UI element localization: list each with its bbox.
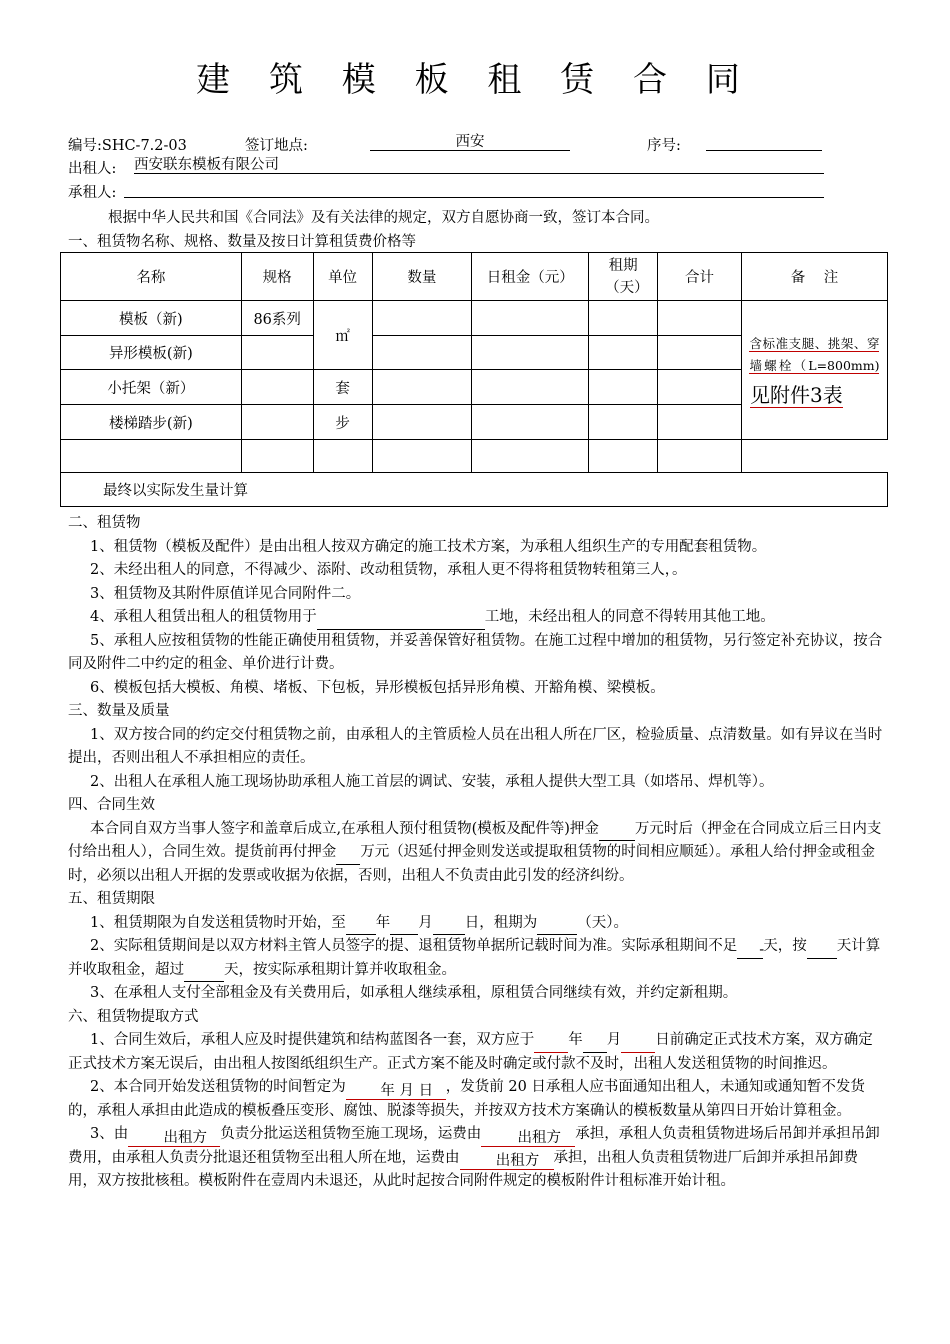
header-period: 租期（天）	[589, 253, 658, 301]
min-days-field[interactable]: -	[737, 942, 763, 959]
end-day-field[interactable]	[433, 918, 465, 935]
clause-4: 本合同自双方当事人签字和盖章后成立,在承租人预付租赁物(模板及配件等)押金 万元时后（押金在合同成立后三日内支付给出租人），合同生效。提货前再付押金 万元（迟延付押金则发送或提取租赁物的时间相应顺延）。承租人给付押金或租金时，必须以出租人开据的发票或收据为依据，否则，出租人不负责由此引发的经济纠纷。	[68, 820, 882, 884]
section-1-title: 一、租赁物名称、规格、数量及按日计算租赁费价格等	[68, 234, 416, 250]
table-row	[61, 301, 888, 336]
header-total: 合计	[658, 253, 742, 301]
period-cell[interactable]	[589, 405, 658, 440]
unit-step: 步	[313, 405, 372, 440]
plan-year-field[interactable]	[534, 1036, 568, 1053]
lessor-value: 西安联东模板有限公司	[134, 157, 824, 174]
section-2-title: 二、租赁物	[68, 515, 141, 531]
total-cell[interactable]	[658, 301, 742, 336]
row-name: 异形模板(新)	[61, 336, 242, 370]
clause-2-3: 3、租赁物及其附件原值详见合同附件二。	[90, 585, 361, 602]
daily-rent-cell[interactable]	[472, 440, 589, 473]
transport-party-field[interactable]: 出租方	[128, 1130, 220, 1147]
unit-set: 套	[313, 370, 372, 405]
clause-2-2: 2、未经出租人的同意，不得减少、添附、改动租赁物，承租人更不得将租赁物转租第三人，。	[90, 562, 687, 578]
clause-2-1: 1、租赁物（模板及配件）是由出租人按双方确定的施工技术方案，为承租人组织生产的专用配套租赁物。	[90, 538, 767, 555]
quantity-cell[interactable]	[372, 301, 472, 336]
quantity-cell[interactable]	[372, 440, 472, 473]
section-3-title: 三、数量及质量	[68, 703, 170, 719]
clause-2-4: 4、承租人租赁出租人的租赁物用于 工地，未经出租人的同意不得转用其他工地。	[68, 606, 884, 630]
remarks-note: 含标准支腿、挑架、穿墙螺栓（L=800mm)	[749, 335, 880, 373]
row-spec	[241, 405, 313, 440]
plan-month-field[interactable]	[583, 1036, 607, 1053]
period-cell[interactable]	[589, 440, 658, 473]
header-daily-rent: 日租金（元）	[472, 253, 589, 301]
row-spec[interactable]	[241, 440, 313, 473]
delivery-date-field[interactable]: 年 月 日	[346, 1083, 446, 1100]
serial-label: 序号:	[647, 138, 681, 154]
deposit-field[interactable]	[599, 824, 635, 841]
clause-3-1: 1、双方按合同的约定交付租赁物之前，由承租人的主管质检人员在出租人所在厂区，检验质量、点清数量。如有异议在当时提出，否则出租人不承担相应的责任。	[68, 726, 883, 766]
clause-3-2: 2、出租人在承租人施工现场协助承租人施工首层的调试、安装，承租人提供大型工具（如塔吊、焊机等）。	[90, 773, 774, 790]
daily-rent-cell[interactable]	[472, 336, 589, 370]
table-footer: 最终以实际发生量计算	[61, 473, 888, 507]
total-cell[interactable]	[658, 336, 742, 370]
row-spec	[241, 336, 313, 370]
section-4-title: 四、合同生效	[68, 797, 155, 813]
clause-2-6: 6、模板包括大模板、角模、堵板、下包板，异形模板包括异形角模、开豁角模、梁模板。	[90, 679, 665, 696]
row-name[interactable]	[61, 440, 242, 473]
clause-6-1: 1、合同生效后，承租人应及时提供建筑和结构蓝图各一套，双方应于 年 月 日前确定正式技术方案，双方确定正式技术方案无误后，由出租人按图纸组织生产。正式方案不能及时确定或付款不及时，出租人发送租赁物的时间推迟。	[68, 1032, 873, 1072]
serial-field[interactable]	[706, 134, 822, 151]
total-cell[interactable]	[658, 370, 742, 405]
row-spec	[241, 370, 313, 405]
prepay-deposit-field[interactable]	[336, 848, 360, 865]
end-year-field[interactable]	[346, 918, 376, 935]
place-label: 签订地点:	[245, 138, 308, 154]
table-footer-row	[61, 473, 888, 507]
row-name: 小托架（新）	[61, 370, 242, 405]
charge-days-field[interactable]	[807, 942, 837, 959]
quantity-cell[interactable]	[372, 405, 472, 440]
document-title: 建 筑 模 板 租 赁 合 同	[196, 60, 754, 100]
period-cell[interactable]	[589, 301, 658, 336]
clause-5-2: 2、实际租赁期间是以双方材料主管人员签字的提、退租赁物单据所记载时间为准。实际承租期间不足 -天，按 天计算并收取租金，超过 天，按实际承租期计算并收取租金。	[68, 935, 884, 982]
remarks-cell	[741, 301, 887, 440]
row-name: 楼梯踏步(新)	[61, 405, 242, 440]
place-value: 西安	[370, 134, 570, 151]
place-field[interactable]	[370, 134, 570, 151]
rental-table	[60, 252, 888, 507]
row-name: 模板（新)	[61, 301, 242, 336]
daily-rent-cell[interactable]	[472, 301, 589, 336]
code-label: 编号:SHC-7.2-03	[68, 138, 187, 154]
daily-rent-cell[interactable]	[472, 370, 589, 405]
remarks-attachment: 见附件3表	[749, 382, 843, 407]
period-cell[interactable]	[589, 370, 658, 405]
freight-party-field[interactable]: 出租方	[481, 1130, 575, 1147]
lessor-label: 出租人:	[68, 161, 117, 177]
quantity-cell[interactable]	[372, 370, 472, 405]
lessee-field[interactable]	[124, 181, 824, 198]
intro-text: 根据中华人民共和国《合同法》及有关法律的规定，双方自愿协商一致，签订本合同。	[108, 210, 659, 226]
lessor-field[interactable]	[134, 157, 824, 174]
site-field[interactable]	[317, 613, 485, 630]
total-cell[interactable]	[658, 405, 742, 440]
table-row	[61, 440, 888, 473]
header-unit: 单位	[313, 253, 372, 301]
clause-5-3: 3、在承租人支付全部租金及有关费用后，如承租人继续承租，原租赁合同继续有效，并约定新租期。	[90, 985, 738, 1001]
daily-rent-cell[interactable]	[472, 405, 589, 440]
quantity-cell[interactable]	[372, 336, 472, 370]
header-remarks: 备 注	[741, 253, 887, 301]
contract-body	[68, 512, 884, 1194]
plan-day-field[interactable]	[621, 1036, 655, 1053]
end-month-field[interactable]	[390, 918, 418, 935]
clause-2-5: 5、承租人应按租赁物的性能正确使用租赁物，并妥善保管好租赁物。在施工过程中增加的租赁物，另行签定补充协议，按合同及附件二中约定的租金、单价进行计费。	[68, 632, 883, 672]
table-header-row	[61, 253, 888, 301]
row-unit[interactable]	[313, 440, 372, 473]
header-quantity: 数量	[372, 253, 472, 301]
clause-6-3: 3、由 出租方 负责分批运送租赁物至施工现场，运费由 出租方 承担，承租人负责租赁物进场后吊卸并承担吊卸费用，由承租人负责分批退还租赁物至出租人所在地，运费由 出租方 承担，出租人负责租赁物进厂后卸并承担吊卸费用，双方按批核租。模板附件在壹周内未退还，从此时起按合同附件规定的模板附件计租标准开始计租。	[68, 1126, 880, 1189]
section-6-title: 六、租赁物提取方式	[68, 1008, 199, 1025]
clause-5-1: 1、租赁期限为自发送租赁物时开始，至 年 月 日，租期为 （天）。	[68, 912, 884, 936]
unit-m2: ㎡	[313, 301, 372, 370]
exceed-days-field[interactable]	[184, 965, 224, 982]
lessee-label: 承租人:	[68, 185, 117, 201]
total-cell[interactable]	[658, 440, 742, 473]
clause-6-2: 2、本合同开始发送租赁物的时间暂定为 年 月 日 ，发货前 20 日承租人应书面通知出租人，未通知或通知暂不发货的，承租人承担由此造成的模板叠压变形、腐蚀、脱漆等损失，并按双方技术方案确认的模板数量从第四日开始计算租金。	[68, 1079, 865, 1119]
section-5-title: 五、租赁期限	[68, 891, 155, 907]
row-spec: 86系列	[241, 301, 313, 336]
return-freight-party-field[interactable]: 出租方	[460, 1153, 554, 1170]
header-name: 名称	[61, 253, 242, 301]
period-cell[interactable]	[589, 336, 658, 370]
term-days-field[interactable]	[537, 918, 577, 935]
header-spec: 规格	[241, 253, 313, 301]
